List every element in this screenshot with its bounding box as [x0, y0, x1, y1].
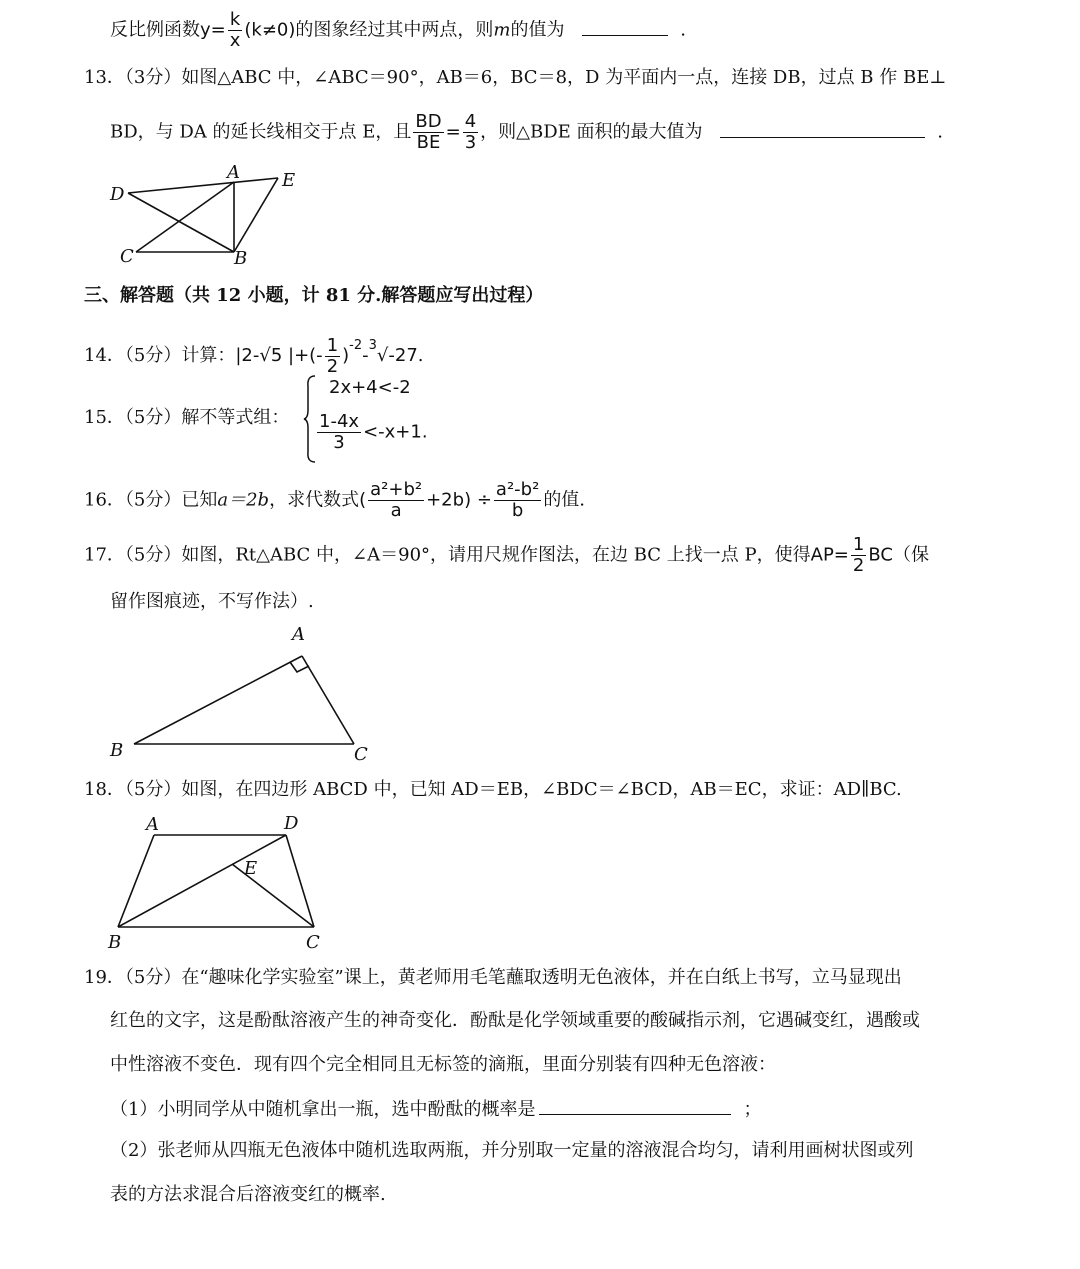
- q16-divide: ÷: [476, 489, 492, 511]
- q12-func-num: k: [228, 10, 243, 31]
- section3-heading: 三、解答题（共 12 小题，计 81 分.解答题应写出过程）: [84, 285, 544, 306]
- q17-line1b: （保: [892, 544, 929, 566]
- q18-figure: [100, 810, 340, 960]
- q14-end: .: [417, 345, 424, 366]
- q19-sub2-line1: （2）张老师从四瓶无色液体中随机选取两瓶，并分别取一定量的溶液混合均匀，请利用画树状图或列: [110, 1140, 914, 1161]
- q19-sub1: [110, 1096, 761, 1122]
- q15-end: .: [421, 421, 428, 443]
- q14-expr-c: -: [362, 345, 369, 366]
- q13-fraction-bd-be: [413, 112, 443, 153]
- q17-line-ba: [134, 656, 302, 744]
- q17-figure: [100, 620, 390, 765]
- q17-fraction: [851, 535, 866, 576]
- q13-frac1-den: BE: [416, 132, 441, 153]
- q14-expr-b: ): [342, 345, 350, 366]
- q12-text-b: 的图象经过其中两点，则: [295, 19, 494, 41]
- q12-func-cond: (k≠0): [244, 19, 296, 41]
- q17-frac-num: 1: [852, 534, 865, 555]
- q17-frac-den: 2: [852, 555, 865, 576]
- q13-line2b: ，则△BDE 面积的最大值为: [480, 121, 703, 143]
- q18-line-ab: [118, 835, 154, 927]
- q13-frac2-num: 4: [464, 111, 477, 132]
- q18-line1: 18．（5分）如图，在四边形 ABCD 中，已知 AD＝EB，∠BDC＝∠BCD，AB＝EC，求证：AD∥BC.: [84, 779, 902, 800]
- q18-label-c: C: [306, 932, 320, 953]
- q19-sub1-end: ；: [743, 1099, 762, 1120]
- q13-fraction-4-3: [463, 112, 478, 153]
- q13-line-de: [128, 178, 278, 193]
- q18-label-d: D: [284, 813, 299, 834]
- q14-prefix: 14．（5分）计算：: [84, 345, 236, 366]
- q13-line2: [110, 112, 943, 153]
- q12-tail-line: [110, 10, 686, 51]
- q16-close-paren: ): [464, 489, 472, 511]
- q18-label-e: E: [244, 858, 258, 879]
- q14-frac-den: 2: [326, 355, 339, 377]
- q17-line2: 留作图痕迹，不写作法）.: [110, 591, 314, 612]
- q17-bc: BC: [868, 544, 893, 566]
- q16-mid: ，求代数式: [269, 489, 360, 511]
- q13-end: .: [937, 121, 944, 143]
- q17-label-a: A: [292, 624, 305, 645]
- q16-prefix: 16．（5分）已知: [84, 489, 218, 511]
- q14-exponent: -2: [349, 338, 363, 353]
- q16-end: 的值.: [543, 489, 586, 511]
- q17-label-c: C: [354, 744, 368, 765]
- q13-figure: [100, 160, 310, 270]
- q15-fraction: [317, 412, 361, 453]
- q16-f2-den: b: [511, 500, 524, 521]
- q19-sub1-text: （1）小明同学从中随机拿出一瓶，选中酚酞的概率是: [110, 1099, 536, 1120]
- q18-line-dc: [286, 835, 314, 927]
- q16-line: [84, 480, 585, 521]
- q16-condition: a＝2b: [217, 489, 270, 511]
- q16-f2-num: a²-b²: [495, 479, 540, 500]
- q15-ineq2: [315, 412, 428, 453]
- q13-eq: =: [445, 121, 461, 143]
- q17-line1a: 17．（5分）如图，Rt△ABC 中，∠A＝90°，请用尺规作图法，在边 BC 上找一点 P，使得: [84, 544, 811, 566]
- q14-expr-d: √-27: [376, 345, 418, 366]
- q17-line1: [84, 535, 929, 576]
- q12-answer-blank: [582, 17, 668, 36]
- q13-label-e: E: [282, 170, 296, 191]
- q14-line: [84, 334, 424, 377]
- q12-var-m: m: [493, 19, 511, 41]
- q15-frac-num: 1-4x: [319, 411, 360, 432]
- q13-label-b: B: [234, 248, 248, 269]
- q17-ap: AP=: [810, 544, 849, 566]
- q14-root-index: 3: [368, 338, 377, 353]
- q13-line-be: [234, 178, 278, 252]
- q12-text-a: 反比例函数: [110, 19, 200, 41]
- q13-frac2-den: 3: [464, 132, 477, 153]
- q13-line-ca: [136, 182, 234, 252]
- q17-line-ac: [302, 656, 354, 744]
- q16-fraction1: [368, 480, 424, 521]
- q15-frac-den: 3: [333, 432, 345, 453]
- q12-text-c: 的值为: [510, 19, 565, 41]
- q19-line2: 红色的文字，这是酚酞溶液产生的神奇变化．酚酞是化学领域重要的酸碱指示剂，它遇碱变红，遇酸或: [110, 1010, 920, 1031]
- q18-label-a: A: [146, 814, 159, 835]
- q12-func-y: y=: [200, 19, 226, 41]
- q16-fraction2: [494, 480, 541, 521]
- q19-line1: 19．（5分）在“趣味化学实验室”课上，黄老师用毛笔蘸取透明无色液体，并在白纸上书写，立马显现出: [84, 967, 902, 988]
- q13-line1: 13．（3分）如图△ABC 中，∠ABC＝90°，AB＝6，BC＝8，D 为平面内一点，连接 DB，过点 B 作 BE⊥: [84, 67, 947, 88]
- q16-f1-num: a²+b²: [370, 479, 423, 500]
- q16-open-paren: (: [359, 489, 367, 511]
- q12-func-den: x: [229, 30, 241, 51]
- q15-ineq2-rest: <-x+1: [363, 421, 422, 443]
- q13-label-d: D: [110, 184, 125, 205]
- q15-prefix: 15．（5分）解不等式组：: [84, 407, 290, 428]
- q17-label-b: B: [110, 740, 124, 761]
- q18-line-bd: [118, 835, 286, 927]
- q16-plus: +2b: [426, 489, 465, 511]
- q13-label-a: A: [227, 162, 240, 183]
- q14-expr-a: |2-√5 |+(-: [235, 345, 323, 366]
- q13-label-c: C: [120, 246, 134, 267]
- q15-system: [303, 374, 463, 464]
- q16-f1-den: a: [390, 500, 402, 521]
- q12-end: .: [680, 19, 686, 41]
- q12-func-fraction: [228, 10, 243, 51]
- q13-line2a: BD，与 DA 的延长线相交于点 E，且: [110, 121, 412, 143]
- q18-label-b: B: [108, 932, 122, 953]
- q15-ineq1: 2x+4<-2: [329, 377, 411, 398]
- q14-fraction: [325, 336, 340, 377]
- q13-frac1-num: BD: [415, 111, 442, 132]
- q14-frac-num: 1: [326, 334, 339, 356]
- q13-answer-blank: [720, 119, 925, 138]
- q19-sub2-line2: 表的方法求混合后溶液变红的概率.: [110, 1184, 386, 1205]
- q13-line-db: [128, 193, 234, 252]
- q19-answer-blank: [539, 1096, 731, 1115]
- q19-line3: 中性溶液不变色．现有四个完全相同且无标签的滴瓶，里面分别装有四种无色溶液：: [110, 1054, 776, 1075]
